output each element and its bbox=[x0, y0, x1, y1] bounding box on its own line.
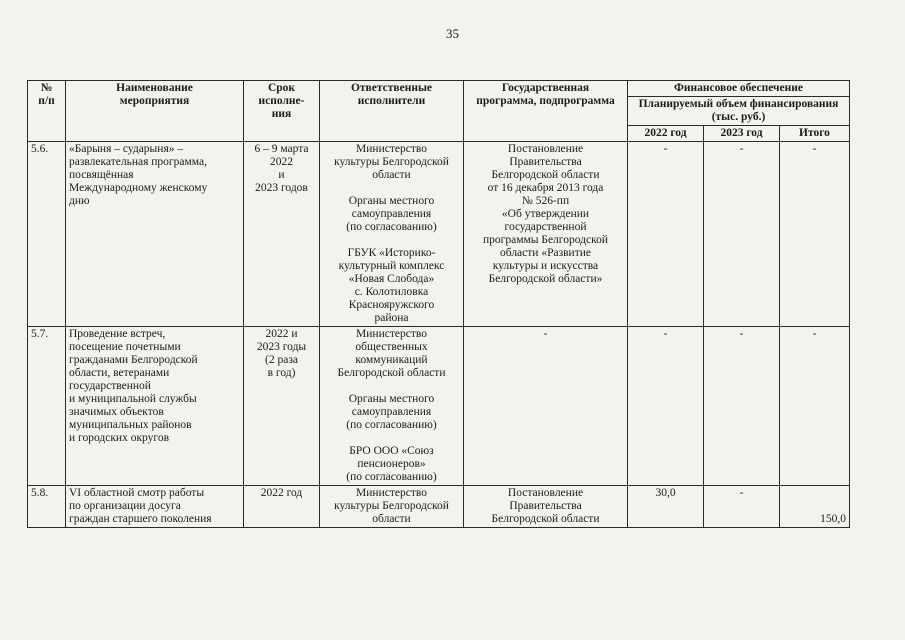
row-responsible: Министерство культуры Белгородской области Органы местного самоуправления (по согласованию) ГБУК «Историко- культурный комплекс «Новая Слобода» с. Колотиловка Краснояружского района bbox=[320, 142, 464, 327]
row-num: 5.7. bbox=[28, 327, 66, 486]
header-2022: 2022 год bbox=[628, 126, 704, 142]
table-row bbox=[28, 327, 850, 486]
row-2023: - bbox=[704, 142, 780, 327]
header-name: Наименование мероприятия bbox=[66, 81, 244, 142]
row-responsible: Министерство общественных коммуникаций Белгородской области Органы местного самоуправления (по согласованию) БРО ООО «Союз пенсионеров» (по согласованию) bbox=[320, 327, 464, 486]
row-program: Постановление Правительства Белгородской области bbox=[464, 486, 628, 528]
table-row bbox=[28, 142, 850, 327]
header-program: Государственная программа, подпрограмма bbox=[464, 81, 628, 142]
header-responsible: Ответственные исполнители bbox=[320, 81, 464, 142]
row-2023: - bbox=[704, 486, 780, 528]
header-row-1 bbox=[28, 81, 850, 97]
header-planned: Планируемый объем финансирования (тыс. руб.) bbox=[628, 97, 850, 126]
row-total: - bbox=[780, 327, 850, 486]
row-2022: - bbox=[628, 327, 704, 486]
row-responsible: Министерство культуры Белгородской области bbox=[320, 486, 464, 528]
row-name: VI областной смотр работы по организации досуга граждан старшего поколения bbox=[66, 486, 244, 528]
row-program: Постановление Правительства Белгородской области от 16 декабря 2013 года № 526-пп «Об утверждении государственной программы Белгородской области «Развитие культуры и искусства Белгородской области» bbox=[464, 142, 628, 327]
header-finance: Финансовое обеспечение bbox=[628, 81, 850, 97]
plan-table bbox=[27, 80, 850, 528]
page-number: 35 bbox=[446, 26, 459, 41]
table-row bbox=[28, 486, 850, 528]
row-2022: 30,0 bbox=[628, 486, 704, 528]
row-term: 6 – 9 марта 2022 и 2023 годов bbox=[244, 142, 320, 327]
header-2023: 2023 год bbox=[704, 126, 780, 142]
row-term: 2022 год bbox=[244, 486, 320, 528]
row-name: Проведение встреч, посещение почетными гражданами Белгородской области, ветеранами государственной и муниципальной службы значимых объектов муниципальных районов и городских округов bbox=[66, 327, 244, 486]
row-2022: - bbox=[628, 142, 704, 327]
row-num: 5.6. bbox=[28, 142, 66, 327]
header-total: Итого bbox=[780, 126, 850, 142]
header-num: № п/п bbox=[28, 81, 66, 142]
row-num: 5.8. bbox=[28, 486, 66, 528]
row-total: 150,0 bbox=[780, 486, 850, 528]
header-term: Срок исполне- ния bbox=[244, 81, 320, 142]
row-program: - bbox=[464, 327, 628, 486]
row-2023: - bbox=[704, 327, 780, 486]
row-term: 2022 и 2023 годы (2 раза в год) bbox=[244, 327, 320, 486]
row-total: - bbox=[780, 142, 850, 327]
row-name: «Барыня – сударыня» – развлекательная программа, посвящённая Международному женскому дню bbox=[66, 142, 244, 327]
